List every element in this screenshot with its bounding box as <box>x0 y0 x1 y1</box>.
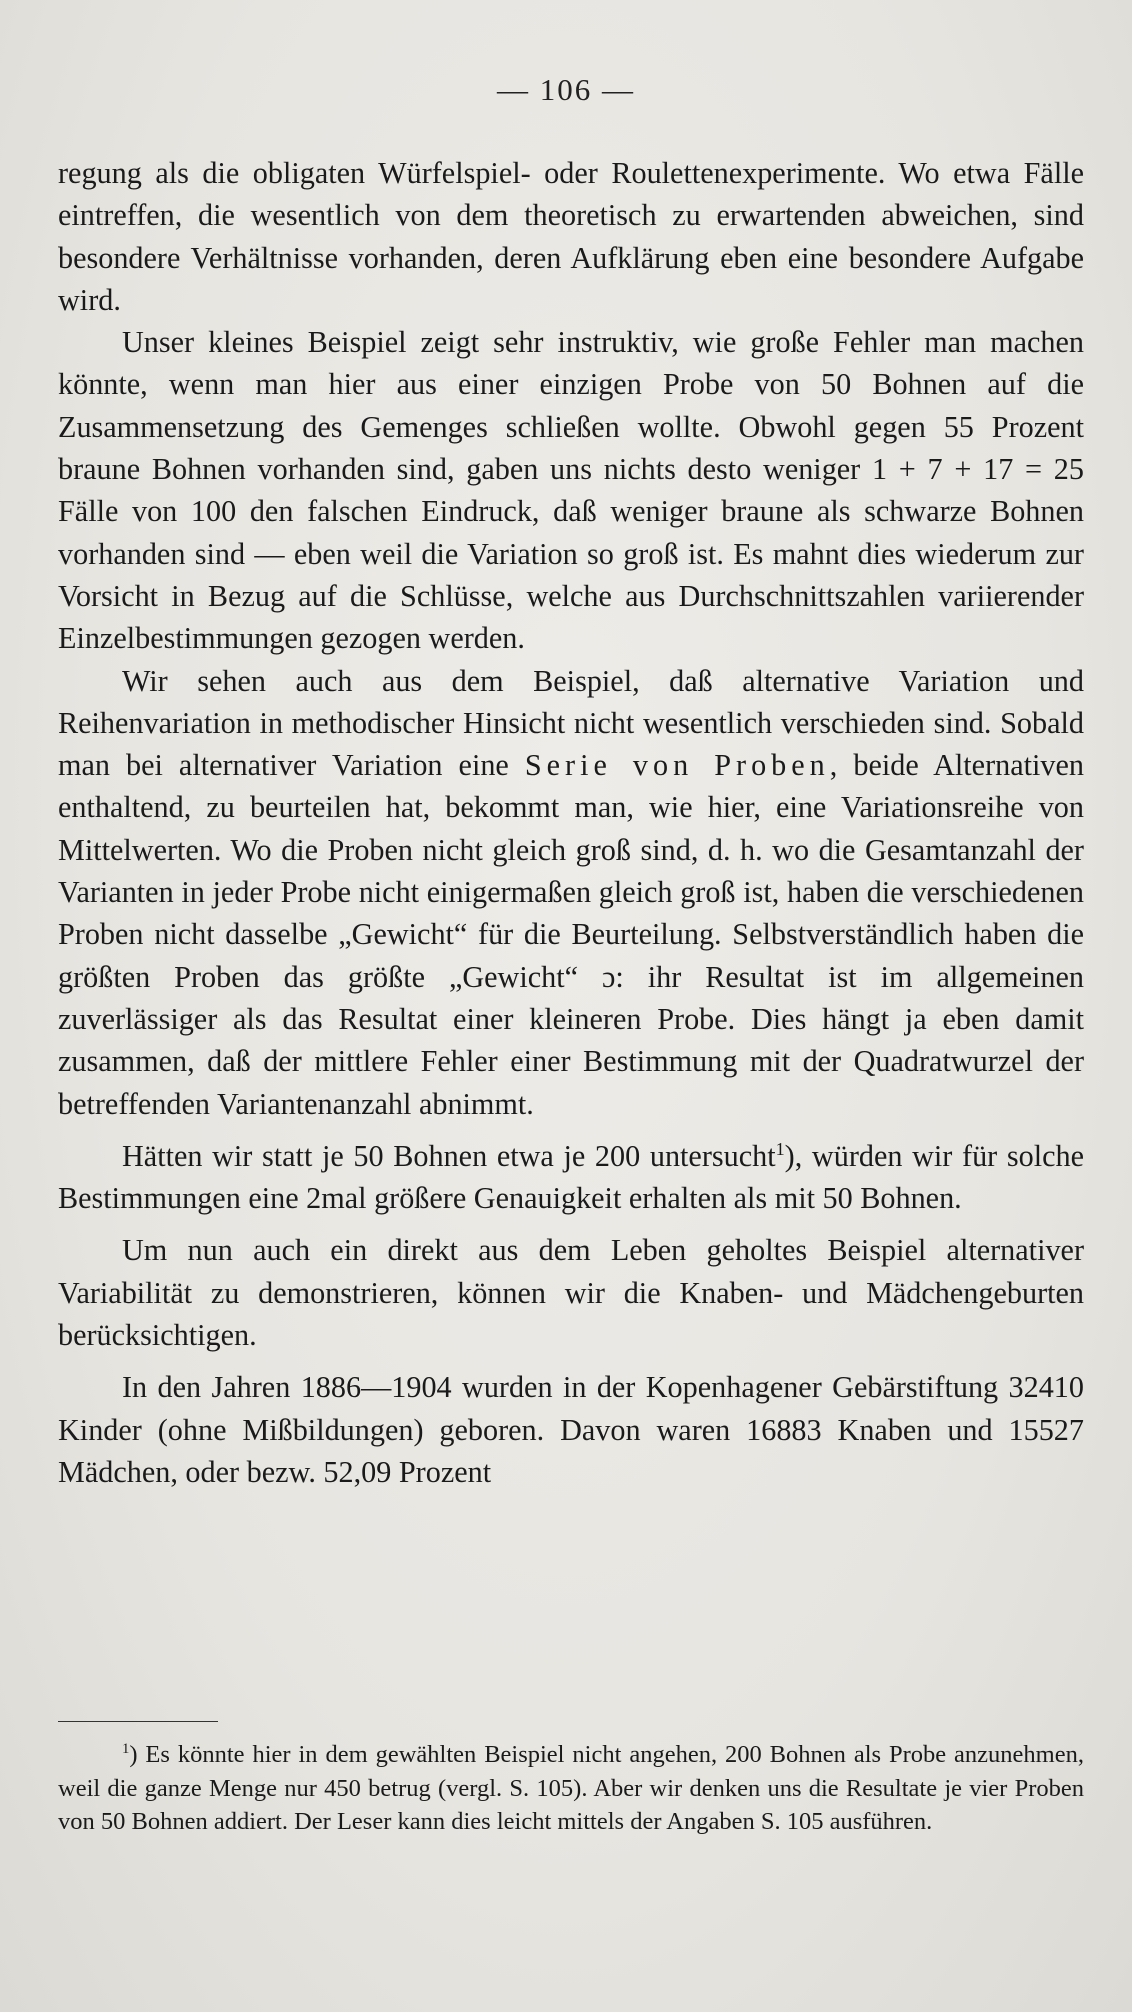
paragraph-1: regung als die obligaten Würfelspiel- oder Roulettenexperimente. Wo etwa Fälle eintreffen, die wesentlich von dem theoretisch zu erwartenden abweichen, sind besondere Verhältnisse vorhanden, deren Aufklärung eben eine besondere Aufgabe wird. <box>58 156 1084 317</box>
paragraph-4-part-2: ), würden wir für solche Bestimmungen eine 2mal größere Genauigkeit erhalten als mit 50 Bohnen. <box>58 1138 1084 1216</box>
paragraph-3-spaced-phrase: Serie von Proben <box>524 748 830 783</box>
paragraph-6: In den Jahren 1886—1904 wurden in der Kopenhagener Gebärstiftung 32410 Kinder (ohne Mißbildungen) geboren. Davon waren 16883 Knaben und 15527 Mädchen, oder bezw. 52,09 Prozent <box>58 1370 1084 1489</box>
main-text <box>58 152 1084 1493</box>
paragraph-4-part-1: Hätten wir statt je 50 Bohnen etwa je 200 untersucht <box>122 1138 776 1173</box>
footnote-area <box>58 1738 1084 1839</box>
footnote-separator <box>58 1721 218 1722</box>
footnote-text: ) Es könnte hier in dem gewählten Beispiel nicht angehen, 200 Bohnen als Probe anzunehmen, weil die ganze Menge nur 450 betrug (vergl. S. 105). Aber wir denken uns die Resultate je vier Proben von 50 Bohnen addiert. Der Leser kann dies leicht mittels der Angaben S. 105 ausführen. <box>58 1741 1084 1835</box>
paragraph-4 <box>58 1135 1084 1220</box>
footnote-reference: 1 <box>775 1138 785 1159</box>
paragraph-3-part-1: Wir sehen auch aus dem Beispiel, daß alternative Variation und Reihenvariation in methodischer Hinsicht nicht wesentlich verschieden sind. Sobald man bei alternativer Variation eine <box>58 663 1084 783</box>
footnote-mark: 1 <box>122 1740 130 1757</box>
paragraph-3 <box>58 660 1084 1125</box>
page-number: — 106 — <box>497 72 635 107</box>
footnote-1 <box>58 1738 1084 1839</box>
paragraph-5: Um nun auch ein direkt aus dem Leben geholtes Beispiel alternativer Variabilität zu demonstrieren, können wir die Knaben- und Mädchengeburten berücksichtigen. <box>58 1233 1084 1353</box>
paragraph-3-part-2: , beide Alternativen enthaltend, zu beurteilen hat, bekommt man, wie hier, eine Variationsreihe von Mittelwerten. Wo die Proben nicht gleich groß sind, d. h. wo die Gesamtanzahl der Varianten in jeder Probe nicht einigermaßen gleich groß ist, haben die verschiedenen Proben nicht dasselbe „Gewicht“ für die Beurteilung. Selbstverständlich haben die größten Proben das größte „Gewicht“ ɔ: ihr Resultat ist im allgemeinen zuverlässiger als das Resultat einer kleineren Probe. Dies hängt ja eben damit zusammen, daß der mittlere Fehler einer Bestimmung mit der Quadratwurzel der betreffenden Variantenanzahl abnimmt. <box>58 748 1084 1121</box>
paragraph-2: Unser kleines Beispiel zeigt sehr instruktiv, wie große Fehler man machen könnte, wenn man hier aus einer einzigen Probe von 50 Bohnen auf die Zusammensetzung des Gemenges schließen wollte. Obwohl gegen 55 Prozent braune Bohnen vorhanden sind, gaben uns nichts desto weniger 1 + 7 + 17 = 25 Fälle von 100 den falschen Eindruck, daß weniger braune als schwarze Bohnen vorhanden sind — eben weil die Variation so groß ist. Es mahnt dies wiederum zur Vorsicht in Bezug auf die Schlüsse, welche aus Durchschnittszahlen variierender Einzelbestimmungen gezogen werden. <box>58 325 1084 656</box>
